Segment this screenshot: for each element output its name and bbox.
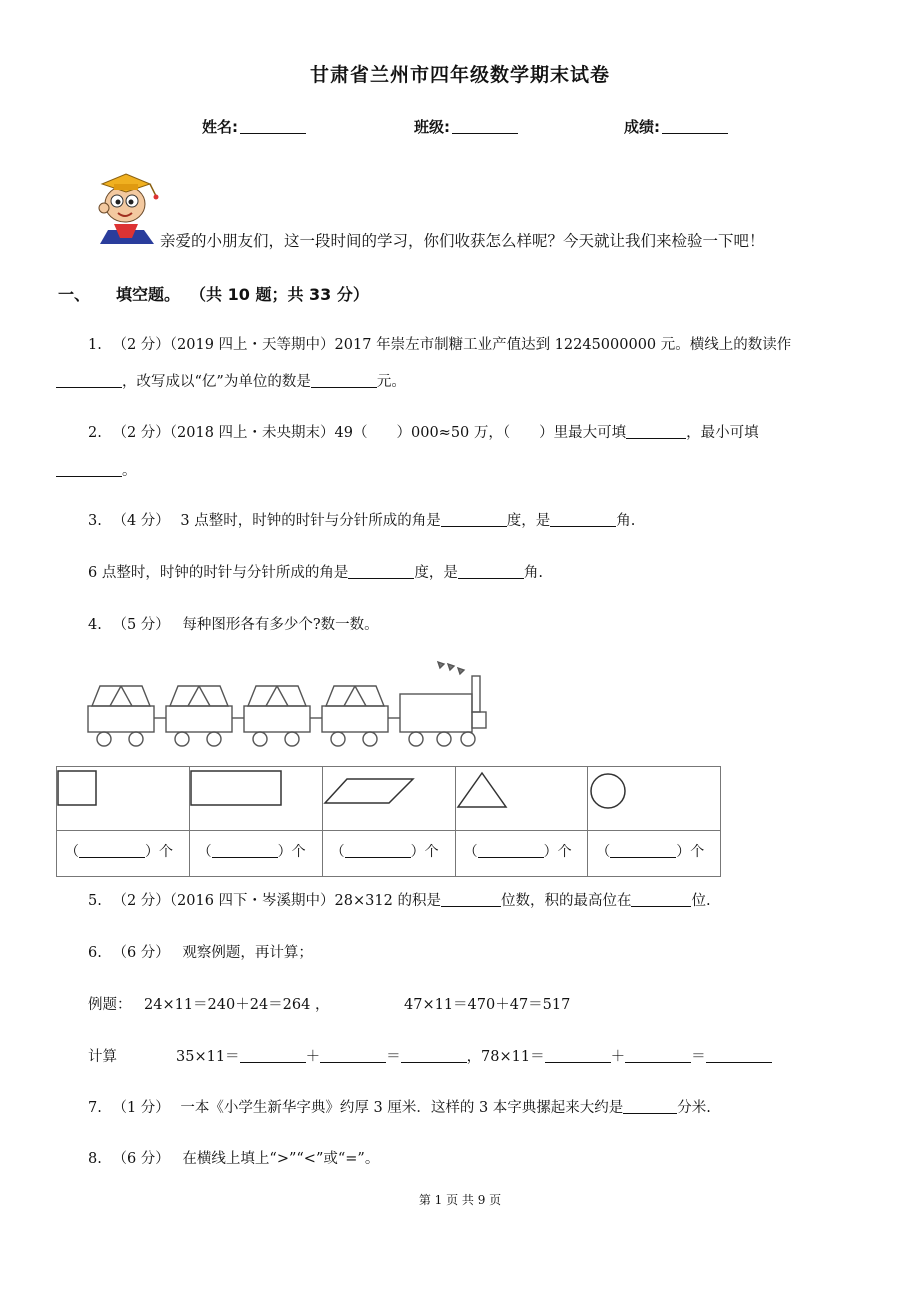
q3-text-f: 角. <box>523 565 543 581</box>
shape-cell-circle <box>588 767 721 831</box>
q2-text-b: ，最小可填 <box>686 425 759 441</box>
shape-cell-square <box>57 767 190 831</box>
q2-number: 2. <box>88 425 102 441</box>
parallelogram-icon <box>323 767 423 811</box>
shape-cell-rectangle <box>189 767 322 831</box>
q3-blank-3[interactable] <box>348 564 414 579</box>
q4-score: （5 分） <box>112 617 170 633</box>
q5-text-b: 位数，积的最高位在 <box>500 893 632 909</box>
question-6 <box>88 941 313 962</box>
q8-text: 在横线上填上“>”“<”或“=”。 <box>182 1151 380 1167</box>
parallelogram-count-blank[interactable] <box>345 843 411 858</box>
train-car-3-icon <box>244 686 322 746</box>
q3-text-d: 6 点整时，时钟的时针与分针所成的角是 <box>88 565 349 581</box>
q5-text-a: （2016 四下・岑溪期中）28×312 的积是 <box>169 893 441 909</box>
triangle-count-blank[interactable] <box>478 843 544 858</box>
q5-text-c: 位. <box>691 893 711 909</box>
q7-score: （1 分） <box>112 1100 170 1116</box>
q6-calc-2: ，78×11＝ <box>466 1049 545 1065</box>
question-4 <box>88 613 379 634</box>
square-icon <box>57 767 99 807</box>
q6-blank-1[interactable] <box>240 1048 306 1063</box>
q6-blank-3[interactable] <box>401 1048 467 1063</box>
q6-blank-5[interactable] <box>625 1048 691 1063</box>
shape-cell-triangle <box>455 767 588 831</box>
q6-example-label: 例题： <box>88 997 132 1013</box>
q7-blank-1[interactable] <box>623 1099 677 1114</box>
triangle-count-cell[interactable]: （ ）个 <box>455 831 588 877</box>
locomotive-icon <box>400 662 486 746</box>
train-car-2-icon <box>166 686 244 746</box>
q3-blank-4[interactable] <box>458 564 524 579</box>
q1-number: 1. <box>88 337 102 353</box>
question-1-line2 <box>56 370 406 391</box>
question-5 <box>88 889 711 910</box>
q2-text: （2018 四上・未央期末）49（ ）000≈50 万，（ ）里最大可填 <box>169 425 627 441</box>
question-1 <box>88 333 791 354</box>
rectangle-count-blank[interactable] <box>212 843 278 858</box>
name-label: 姓名: <box>202 118 238 136</box>
name-field[interactable] <box>202 116 306 137</box>
circle-count-cell[interactable]: （ ）个 <box>588 831 721 877</box>
q5-blank-1[interactable] <box>441 892 501 907</box>
square-count-blank[interactable] <box>79 843 145 858</box>
q5-number: 5. <box>88 893 102 909</box>
q8-score: （6 分） <box>112 1151 170 1167</box>
score-field[interactable] <box>624 116 728 137</box>
question-2-line2 <box>56 459 137 480</box>
q5-blank-2[interactable] <box>631 892 691 907</box>
parallelogram-count-cell[interactable]: （ ）个 <box>322 831 455 877</box>
train-figure <box>84 654 494 750</box>
q3-text-c: 角. <box>616 513 636 529</box>
train-car-1-icon <box>88 686 166 746</box>
q6-blank-6[interactable] <box>706 1048 772 1063</box>
page-title: 甘肃省兰州市四年级数学期末试卷 <box>309 64 610 86</box>
rectangle-icon <box>190 767 286 807</box>
q6-blank-4[interactable] <box>545 1048 611 1063</box>
circle-count-blank[interactable] <box>610 843 676 858</box>
q3-number: 3. <box>88 513 102 529</box>
section-number: 一、 <box>58 285 91 304</box>
score-blank[interactable] <box>662 119 728 134</box>
q1-text: （2019 四上・天等期中）2017 年崇左市制糖工业产值达到 12245000000 元。横线上的数读作 <box>169 337 792 353</box>
q2-score: （2 分） <box>112 425 170 441</box>
q6-calc-line: 35×11＝ ＋ ＝ ，78×11＝ ＋ ＝ <box>176 1045 772 1066</box>
q8-number: 8. <box>88 1151 102 1167</box>
q2-blank-2[interactable] <box>56 462 122 477</box>
triangle-icon <box>456 767 516 813</box>
q6-text: 观察例题，再计算； <box>182 945 313 961</box>
q1-score: （2 分） <box>112 337 170 353</box>
question-3-line2 <box>88 561 543 582</box>
q3-text-b: 度，是 <box>506 513 551 529</box>
q6-example-1: 24×11＝240＋24＝264 ， <box>144 997 330 1013</box>
shape-cell-parallelogram <box>322 767 455 831</box>
q4-number: 4. <box>88 617 102 633</box>
q6-example-2: 47×11＝470＋47＝517 <box>404 997 571 1013</box>
q6-calc-label: 计算 <box>88 1049 117 1065</box>
class-field[interactable] <box>414 116 518 137</box>
q1-text-3: 元。 <box>376 374 406 390</box>
q3-blank-2[interactable] <box>550 512 616 527</box>
q4-text: 每种图形各有多少个?数一数。 <box>182 617 379 633</box>
name-blank[interactable] <box>240 119 306 134</box>
q3-score: （4 分） <box>112 513 170 529</box>
q1-blank-1[interactable] <box>56 373 122 388</box>
mascot-icon <box>92 168 164 246</box>
q6-score: （6 分） <box>112 945 170 961</box>
q5-score: （2 分） <box>112 893 170 909</box>
question-2 <box>88 421 759 442</box>
q1-text-2: ，改写成以“亿”为单位的数是 <box>122 374 311 390</box>
square-count-cell[interactable]: （ ）个 <box>57 831 190 877</box>
class-label: 班级: <box>414 118 450 136</box>
section-info: （共 10 题；共 33 分） <box>190 285 369 304</box>
section-title: 填空题。 <box>116 285 181 304</box>
q6-calc-1: 35×11＝ <box>176 1049 240 1065</box>
q3-text-e: 度，是 <box>414 565 458 581</box>
class-blank[interactable] <box>452 119 518 134</box>
q7-number: 7. <box>88 1100 102 1116</box>
shape-count-table <box>56 766 721 877</box>
score-label: 成绩: <box>624 118 660 136</box>
question-8 <box>88 1147 379 1168</box>
q3-text-a: 3 点整时，时钟的时针与分针所成的角是 <box>180 513 441 529</box>
page-footer: 第 1 页 共 9 页 <box>418 1193 502 1207</box>
question-3 <box>88 509 635 530</box>
question-7 <box>88 1096 711 1117</box>
q2-text-2: 。 <box>122 463 137 479</box>
train-car-4-icon <box>322 686 400 746</box>
q2-blank-1[interactable] <box>626 424 686 439</box>
q3-blank-1[interactable] <box>441 512 507 527</box>
circle-icon <box>588 767 634 813</box>
q6-number: 6. <box>88 945 102 961</box>
q7-text-b: 分米. <box>677 1100 711 1116</box>
rectangle-count-cell[interactable]: （ ）个 <box>189 831 322 877</box>
section-heading <box>58 282 369 305</box>
q7-text-a: 一本《小学生新华字典》约厚 3 厘米．这样的 3 本字典摞起来大约是 <box>180 1100 624 1116</box>
greeting-text: 亲爱的小朋友们，这一段时间的学习，你们收获怎么样呢？今天就让我们来检验一下吧！ <box>160 232 765 250</box>
q6-blank-2[interactable] <box>320 1048 386 1063</box>
q1-blank-2[interactable] <box>311 373 377 388</box>
